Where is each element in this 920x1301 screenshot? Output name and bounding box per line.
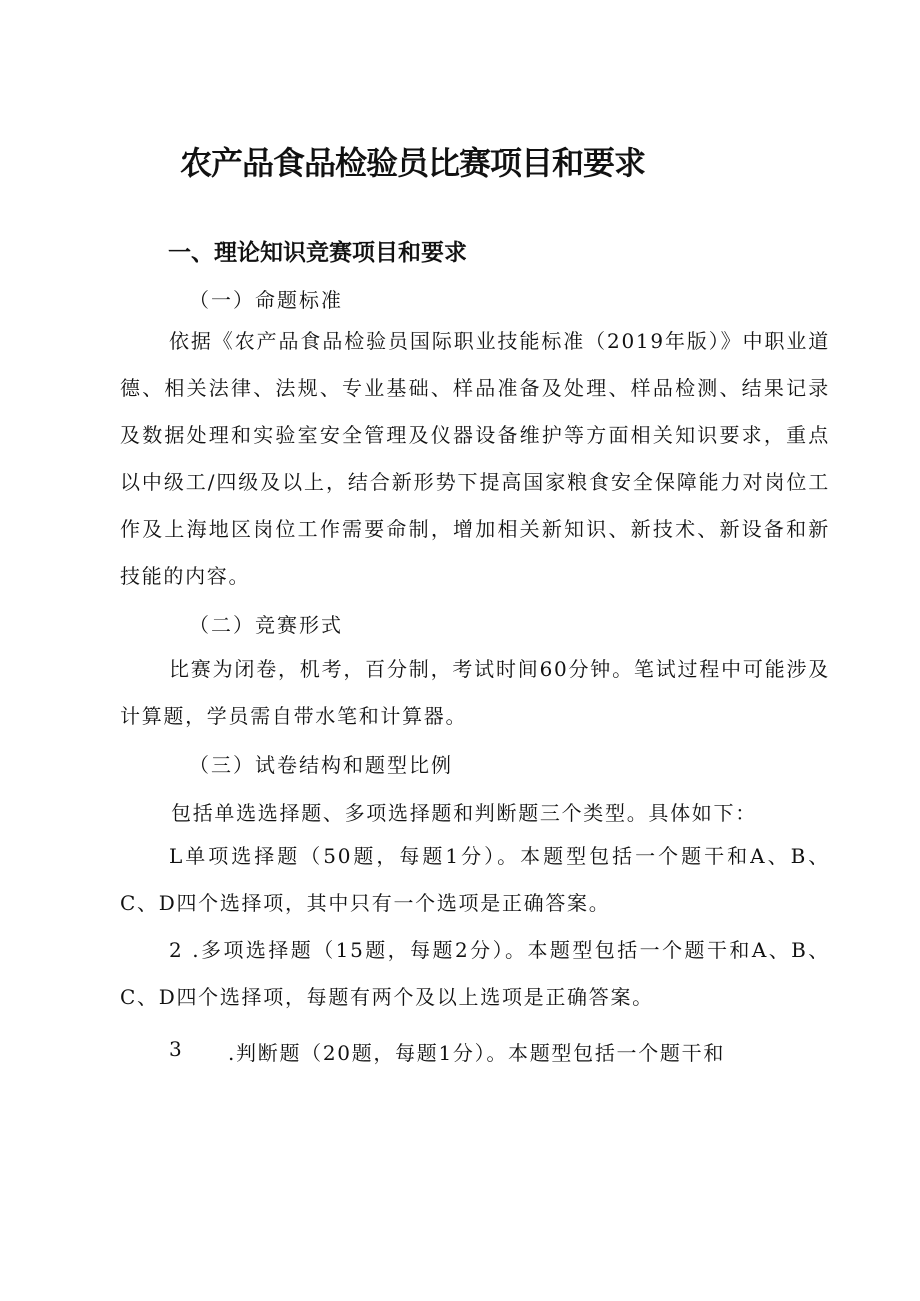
paragraph-format: 比赛为闭卷，机考，百分制，考试时间60分钟。笔试过程中可能涉及计算题，学员需自带水笔和计算器。 bbox=[120, 657, 830, 728]
section-heading-theory: 一、理论知识竞赛项目和要求 bbox=[168, 240, 467, 266]
paragraph-standard: 依据《农产品食品检验员国际职业技能标准（2019年版）》中职业道德、相关法律、法规、专业基础、样品准备及处理、样品检测、结果记录及数据处理和实验室安全管理及仪器设备维护等方面相关知识要求，重点以中级工/四级及以上，结合新形势下提高国家粮食安全保障能力对岗位工作及上海地区岗位工作需要命制，增加相关新知识、新技术、新设备和新技能的内容。 bbox=[120, 329, 830, 588]
list-item-number: 3 bbox=[169, 1037, 184, 1061]
list-item-multiple-choice: 2 .多项选择题（15题，每题2分）。本题型包括一个题干和A、B、C、D四个选择项，每题有两个及以上选项是正确答案。 bbox=[120, 938, 830, 1009]
list-item-true-false: .判断题（20题，每题1分）。本题型包括一个题干和 bbox=[228, 1041, 726, 1065]
subsection-heading-format: （二）竞赛形式 bbox=[189, 613, 343, 637]
page-title: 农产品食品检验员比赛项目和要求 bbox=[180, 144, 646, 182]
subsection-heading-standard: （一）命题标准 bbox=[189, 288, 343, 312]
paragraph-structure-intro: 包括单选选择题、多项选择题和判断题三个类型。具体如下： bbox=[171, 801, 757, 825]
subsection-heading-structure: （三）试卷结构和题型比例 bbox=[189, 753, 453, 777]
list-item-single-choice: L单项选择题（50题，每题1分）。本题型包括一个题干和A、B、C、D四个选择项，其中只有一个选项是正确答案。 bbox=[120, 844, 830, 915]
